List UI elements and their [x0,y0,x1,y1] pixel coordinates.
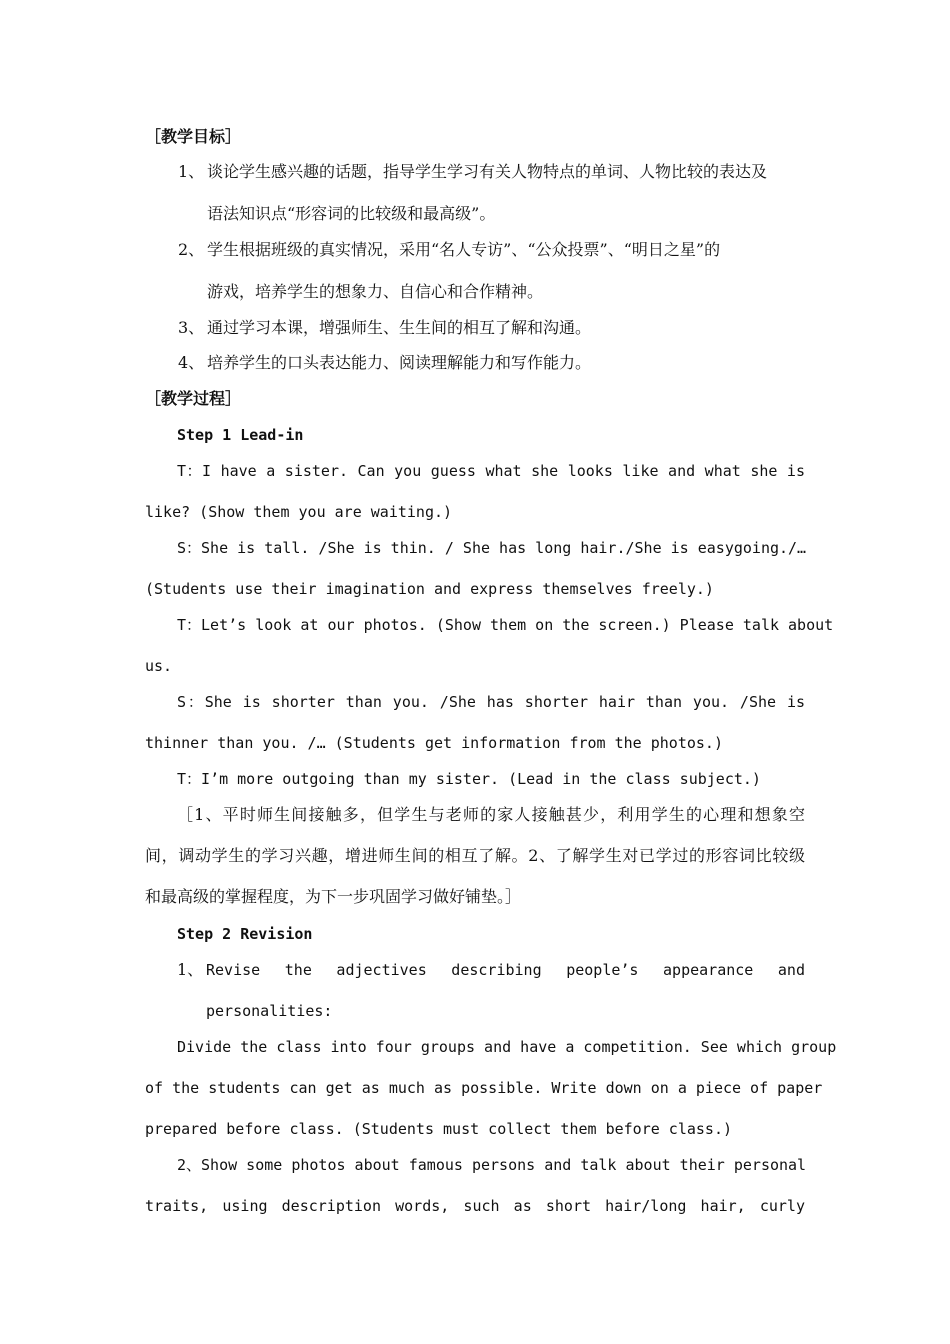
step1-teacher-line1: T：I have a sister. Can you guess what she looks like and what she is [177,462,805,480]
objective-1-line1: 谈论学生感兴趣的话题，指导学生学习有关人物特点的单词、人物比较的表达及 [207,162,768,181]
step2-divide-line2: of the students can get as much as possible. Write down on a piece of paper [145,1079,823,1097]
objective-1-line2: 语法知识点“形容词的比较级和最高级”。 [207,204,496,223]
objective-2-line2: 游戏，培养学生的想象力、自信心和合作精神。 [207,282,544,301]
step2-item1-line2: personalities: [206,1002,333,1020]
step2-title: Step 2 Revision [177,925,313,943]
step1-note-line2: 间，调动学生的学习兴趣，增进师生间的相互了解。2、了解学生对已学过的形容词比较级 [145,846,805,865]
step1-note-line1: ［1、平时师生间接触多，但学生与老师的家人接触甚少，利用学生的心理和想象空 [177,805,805,824]
step2-item1-number: 1、 [177,960,204,979]
objectives-heading: ［教学目标］ [145,127,242,146]
step1-student2-line2: thinner than you. /… (Students get information from the photos.) [145,734,723,752]
step2-item2-line2: traits, using description words, such as short hair/long hair, curly [145,1197,805,1215]
step1-title: Step 1 Lead-in [177,426,304,444]
step1-student-line1: S：She is tall. /She is thin. / She has long hair./She is easygoing./… [177,539,807,557]
step1-teacher3-line1: T：I’m more outgoing than my sister. (Lead in the class subject.) [177,770,761,788]
step1-note-line3: 和最高级的掌握程度，为下一步巩固学习做好铺垫。］ [145,887,522,906]
objective-2-number: 2、 [178,240,205,259]
step1-teacher2-line1: T：Let’s look at our photos. (Show them on the screen.) Please talk about [177,616,834,634]
step2-item2-line1: 2、Show some photos about famous persons and talk about their personal [177,1156,807,1174]
process-heading: ［教学过程］ [145,389,242,408]
objective-3-number: 3、 [178,318,205,337]
step1-student2-line1: S：She is shorter than you. /She has shorter hair than you. /She is [177,693,805,711]
step2-divide-line3: prepared before class. (Students must collect them before class.) [145,1120,732,1138]
step2-item1-line1: Revise the adjectives describing people’s appearance and [206,961,805,979]
step1-teacher2-line2: us. [145,657,173,675]
objective-1-number: 1、 [178,162,205,181]
step2-divide-line1: Divide the class into four groups and have a competition. See which group [177,1038,837,1056]
objective-2-line1: 学生根据班级的真实情况，采用“名人专访”、“公众投票”、“明日之星”的 [207,240,721,259]
step1-teacher-line2: like? (Show them you are waiting.) [145,503,453,521]
objective-3-line1: 通过学习本课，增强师生、生生间的相互了解和沟通。 [207,318,592,337]
objective-4-line1: 培养学生的口头表达能力、阅读理解能力和写作能力。 [207,353,592,372]
objective-4-number: 4、 [178,353,205,372]
step1-student-line2: (Students use their imagination and express themselves freely.) [145,580,714,598]
